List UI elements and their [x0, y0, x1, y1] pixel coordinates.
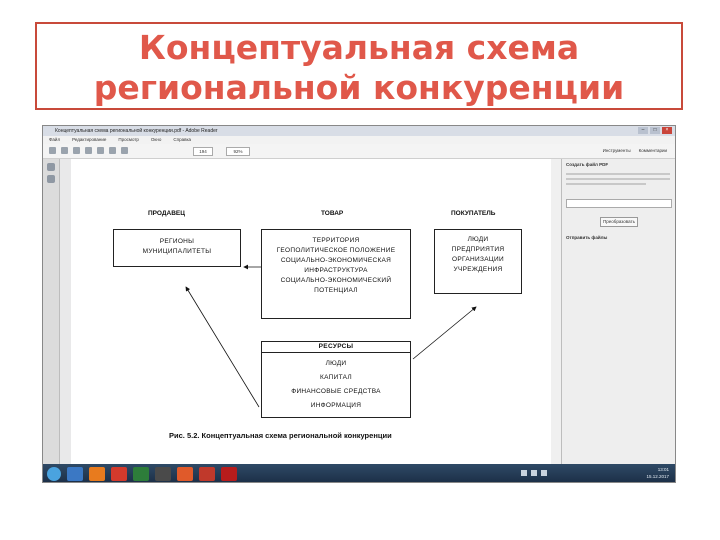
- app-icon[interactable]: [155, 467, 171, 481]
- minimize-icon[interactable]: –: [638, 127, 648, 134]
- window-titlebar: [43, 126, 675, 136]
- flag-icon[interactable]: [541, 470, 547, 476]
- folder-icon[interactable]: [133, 467, 149, 481]
- product-item: ГЕОПОЛИТИЧЕСКОЕ ПОЛОЖЕНИЕ: [276, 247, 396, 254]
- header-product: ТОВАР: [321, 210, 344, 217]
- create-pdf-header[interactable]: Создать файл PDF: [566, 162, 609, 167]
- save-icon[interactable]: [61, 147, 68, 154]
- figure-caption: Рис. 5.2. Концептуальная схема региональной конкуренции: [169, 431, 392, 440]
- system-tray: [521, 470, 547, 476]
- header-buyer: ПОКУПАТЕЛЬ: [451, 210, 496, 217]
- tools-link[interactable]: Инструменты: [602, 148, 631, 153]
- clock[interactable]: [646, 466, 669, 480]
- presentation-icon[interactable]: [199, 467, 215, 481]
- resources-items: [261, 357, 411, 413]
- right-tools-pane: [561, 159, 676, 464]
- open-icon[interactable]: [49, 147, 56, 154]
- network-icon[interactable]: [521, 470, 527, 476]
- seller-item: МУНИЦИПАЛИТЕТЫ: [142, 248, 212, 255]
- menu-help[interactable]: Справка: [173, 137, 192, 142]
- navigation-pane: [43, 159, 60, 464]
- product-item: СОЦИАЛЬНО-ЭКОНОМИЧЕСКАЯ: [280, 257, 392, 264]
- toolbar-right-links: [603, 148, 667, 153]
- convert-button[interactable]: Преобразовать: [600, 217, 638, 227]
- product-item: ИНФРАСТРУКТУРА: [304, 267, 368, 274]
- page-thumbnails-icon[interactable]: [47, 163, 55, 171]
- slide-title-line-2: региональной конкуренции: [93, 68, 625, 107]
- buyer-item: ЛЮДИ: [467, 236, 489, 243]
- product-item: ТЕРРИТОРИЯ: [312, 237, 360, 244]
- menu-window[interactable]: Окно: [150, 137, 162, 142]
- comment-icon[interactable]: [97, 147, 104, 154]
- document-scrollbar[interactable]: [551, 159, 561, 464]
- send-files-section[interactable]: Отправить файлы: [566, 235, 608, 240]
- product-items: [261, 236, 411, 296]
- header-seller: ПРОДАВЕЦ: [148, 210, 185, 217]
- toolbar-tools: [49, 147, 128, 154]
- buyer-item: УЧРЕЖДЕНИЯ: [453, 266, 503, 273]
- pane-text-line: [566, 173, 670, 175]
- volume-icon[interactable]: [531, 470, 537, 476]
- file-select-field[interactable]: [566, 199, 672, 208]
- resources-item: ЛЮДИ: [325, 360, 347, 367]
- email-icon[interactable]: [85, 147, 92, 154]
- print-icon[interactable]: [73, 147, 80, 154]
- slide-title-line-1: Концептуальная схема: [138, 28, 580, 67]
- seller-items: [113, 237, 241, 257]
- taskbar-apps: [67, 467, 237, 481]
- toolbar: [43, 144, 675, 159]
- resources-item: ФИНАНСОВЫЕ СРЕДСТВА: [291, 388, 381, 395]
- resources-divider: [261, 352, 411, 353]
- pdf-reader-icon[interactable]: [221, 467, 237, 481]
- explorer-icon[interactable]: [67, 467, 83, 481]
- slide-title: [35, 28, 683, 108]
- buyer-item: ОРГАНИЗАЦИИ: [452, 256, 504, 263]
- buyer-item: ПРЕДПРИЯТИЯ: [451, 246, 505, 253]
- resources-title: РЕСУРСЫ: [318, 343, 354, 350]
- attachments-icon[interactable]: [47, 175, 55, 183]
- close-icon[interactable]: ×: [662, 127, 672, 134]
- media-player-icon[interactable]: [89, 467, 105, 481]
- paint-icon[interactable]: [177, 467, 193, 481]
- resources-item: КАПИТАЛ: [320, 374, 352, 381]
- zoom-field[interactable]: 92%: [226, 147, 250, 156]
- clock-date: 15.12.2017: [646, 474, 669, 479]
- start-button-icon[interactable]: [47, 467, 61, 481]
- menu-view[interactable]: Просмотр: [118, 137, 139, 142]
- pane-text-line: [566, 178, 670, 180]
- next-page-icon[interactable]: [121, 147, 128, 154]
- menu-bar: [43, 136, 675, 144]
- screenshot-window: [42, 125, 676, 483]
- pane-text-line: [566, 183, 646, 185]
- product-item: ПОТЕНЦИАЛ: [314, 287, 358, 294]
- page-number-field[interactable]: 194: [193, 147, 213, 156]
- window-title: Концептуальная схема региональной конкуренции.pdf - Adobe Reader: [55, 128, 218, 134]
- prev-page-icon[interactable]: [109, 147, 116, 154]
- document-page: [71, 159, 551, 464]
- window-controls: [638, 127, 672, 134]
- menu-file[interactable]: Файл: [49, 137, 61, 142]
- seller-item: РЕГИОНЫ: [159, 238, 195, 245]
- comments-link[interactable]: Комментарии: [638, 148, 667, 153]
- browser-icon[interactable]: [111, 467, 127, 481]
- menu-edit[interactable]: Редактирование: [72, 137, 107, 142]
- clock-time: 13:01: [657, 467, 669, 472]
- resources-item: ИНФОРМАЦИЯ: [310, 402, 362, 409]
- buyer-items: [434, 235, 522, 275]
- product-item: СОЦИАЛЬНО-ЭКОНОМИЧЕСКИЙ: [280, 277, 392, 284]
- taskbar: [43, 464, 675, 483]
- maximize-icon[interactable]: □: [650, 127, 660, 134]
